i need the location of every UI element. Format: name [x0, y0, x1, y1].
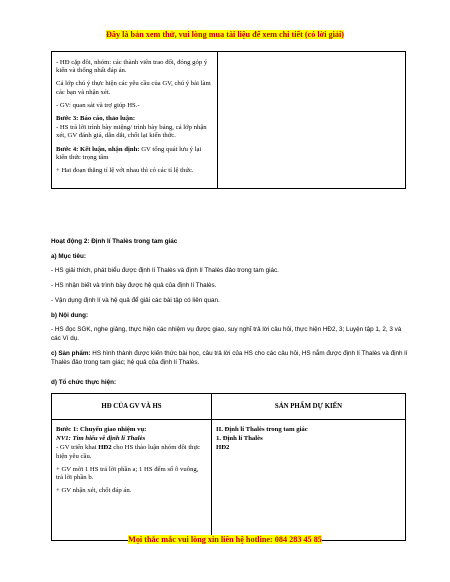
list-item: - Vận dụng định lí và hệ quả để giải các bài tập có liên quan.: [51, 297, 220, 304]
content-text-block: [51, 325, 411, 343]
column-header-products: SẢN PHẨM DỰ KIẾN: [212, 394, 406, 420]
table-row: [52, 420, 406, 541]
step-heading: Bước 1: Chuyển giao nhiệm vụ:: [56, 426, 147, 433]
text-line: - GV: quan sát và trợ giúp HS.-: [56, 101, 140, 109]
text-line: + GV mời 1 HS trả lời phần a; 1 HS đếm số ô vuông, trả lời phần b.: [56, 465, 199, 482]
text-line: + GV nhận xét, chốt đáp án.: [56, 487, 132, 495]
objective-item-block: [51, 266, 411, 275]
preview-notice-text: Đây là bản xem thử, vui lòng mua tài liệu để xem chi tiết (có lời giải): [105, 30, 344, 39]
activity-heading-block: [51, 237, 411, 246]
organization-label: d) Tổ chức thực hiện:: [51, 379, 117, 386]
text-line: + Hai đoạn thẳng tỉ lệ với nhau thì có các tỉ lệ thức.: [56, 167, 194, 175]
content-label: b) Nội dung:: [51, 312, 89, 319]
product-block: [51, 349, 411, 367]
hotline-text: Mọi thắc mắc vui lòng xin liên hệ hotline: 084 283 45 85: [128, 535, 322, 544]
text-line: GV tổng quát lưu ý lại kiến thức trọng tâm: [56, 145, 202, 161]
text-line: Cả lớp chú ý thực hiện các yêu cầu của GV, chú ý bài làm các bạn và nhận xét.: [56, 80, 211, 96]
list-item: - HS nhận biết và trình bày được hệ quả của định lí Thalès.: [51, 282, 217, 289]
text-part: cho HS thảo luận nhóm đôi thực hiện yêu cầu.: [56, 444, 201, 460]
activity-title: Hoạt động 2: Định lí Thalès trong tam giác: [51, 238, 178, 245]
table-header-row: [52, 394, 406, 420]
step-heading: Bước 3: Báo cáo, thảo luận:: [56, 115, 136, 123]
product-paragraph: [51, 349, 411, 367]
objective-item-block: [51, 296, 411, 305]
text-part: - GV triển khai: [56, 444, 99, 452]
activity-ref: HĐ2: [98, 444, 112, 452]
text-line: [56, 444, 207, 460]
objectives-label-block: [51, 252, 411, 261]
content-text: - HS đọc SGK, nghe giảng, thực hiện các nhiệm vụ được giao, suy nghĩ trả lời câu hỏi, thực hiện HĐ2, 3; Luyện tập 1, 2, 3 và các Ví dụ.: [51, 326, 402, 342]
task-heading: NV1: Tìm hiểu về định lí Thalès: [56, 435, 146, 443]
teacher-student-column: [52, 420, 212, 541]
implementation-table: [51, 393, 406, 541]
objective-item-block: [51, 281, 411, 290]
hotline-banner: [0, 535, 450, 544]
expected-product-column: [218, 52, 406, 189]
step-heading: Bước 4: Kết luận, nhận định:: [56, 145, 140, 153]
table-row: [52, 52, 406, 189]
continued-activity-table: [51, 51, 406, 189]
content-label-block: [51, 311, 411, 320]
step-4-line: [56, 146, 213, 162]
text-line: - HĐ cặp đôi, nhóm: các thành viên trao đổi, đóng góp ý kiến và thống nhất đáp án.: [56, 59, 208, 75]
product-label: c) Sản phẩm:: [51, 350, 91, 357]
activity-label: HĐ2: [216, 444, 230, 452]
organization-label-block: [51, 378, 411, 387]
product-text: HS hình thành được kiến thức bài học, câu trả lời của HS cho các câu hỏi, HS nắm được định lí Thalès và định lí Thalès đảo trong tam giác; hệ quả của định lí Thalès.: [51, 350, 408, 366]
teacher-student-column: [52, 52, 218, 189]
expected-product-column: [212, 420, 406, 541]
subsection-heading: 1. Định lí Thalès: [216, 435, 263, 443]
objectives-label: a) Mục tiêu:: [51, 253, 86, 260]
section-heading: II. Định lí Thalès trong tam giác: [216, 426, 308, 433]
preview-notice-banner: [0, 30, 450, 39]
column-header-activities: HĐ CỦA GV VÀ HS: [52, 394, 212, 420]
list-item: - HS giải thích, phát biểu được định lí Thalès và định lí Thalès đảo trong tam giác.: [51, 267, 279, 274]
text-line: - HS trả lời trình bày miệng/ trình bày bảng, cả lớp nhận xét, GV đánh giá, dẫn dắt, chốt lại kiến thức.: [56, 124, 207, 140]
